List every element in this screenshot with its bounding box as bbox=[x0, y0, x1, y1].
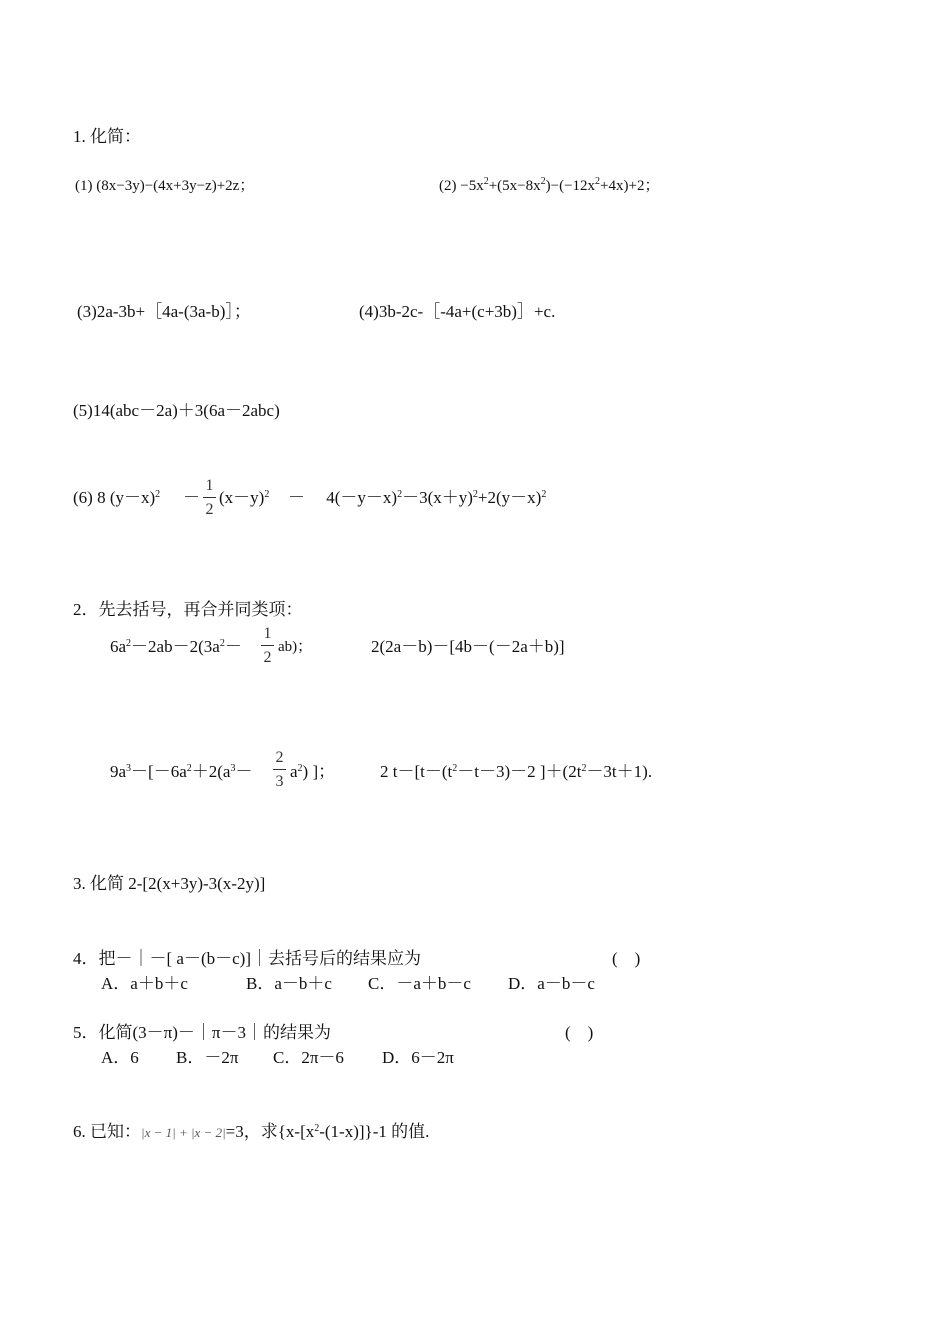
q1-part6-a: (6) 8 $(y-x)^2$ bbox=[73, 488, 161, 507]
q2-title: 2．先去括号，再合并同类项： bbox=[73, 600, 303, 619]
q4-option-a: A．a＋b＋c bbox=[101, 974, 188, 993]
q4-option-b: B．a－b＋c bbox=[246, 974, 332, 993]
q1-part3: (3)2a-3b+［4a-(3a-b)］； bbox=[77, 302, 251, 321]
q3-text: 3. 化简 2-[2(x+3y)-3(x-2y)] bbox=[73, 874, 266, 893]
q2-expr3-b: $a^2$) ]； bbox=[290, 762, 336, 781]
q1-part2: $(2) -5x^2+(5x-8x^2)-(-12x^2+4x)+2$； bbox=[439, 176, 660, 194]
q5-option-c: C．2π－6 bbox=[273, 1048, 344, 1067]
q1-part5: (5)14(abc－2a)＋3(6a－2abc) bbox=[73, 401, 280, 420]
q1-part6-c: － $4(-y-x)^2-3(x+y)^2+2(y-x)^2$ bbox=[288, 488, 547, 507]
q1-part4: (4)3b-2c-［-4a+(c+3b)］+c. bbox=[359, 302, 556, 321]
q2-two-thirds-fraction: 2 3 bbox=[273, 750, 286, 790]
q2-expr2: 2(2a－b)－[4b－(－2a＋b)] bbox=[371, 637, 565, 656]
q5-option-a: A．6 bbox=[101, 1048, 139, 1067]
q5-option-b: B．－2π bbox=[176, 1048, 239, 1067]
q1-title: 1. 化简： bbox=[73, 127, 141, 146]
q6-text: 6. 已知：|x − 1| + |x − 2|=3，求$\{x-[x^2-(1-x)]\}-1$ 的值. bbox=[73, 1122, 430, 1141]
q1-part1: (1) (8x−3y)−(4x+3y−z)+2z； bbox=[75, 178, 255, 194]
q2-half-fraction: 1 2 bbox=[261, 626, 274, 666]
q1-half-fraction: 1 2 bbox=[203, 478, 216, 518]
q2-expr4: 2 $t-[t-(t^2-t-3)-2$ ]$+(2t^2-3t+1)$. bbox=[380, 762, 653, 781]
q4-answer-paren: ( ) bbox=[612, 949, 641, 968]
q2-expr1-a: $6a^2-2ab-2(3a^2-$ bbox=[110, 637, 242, 656]
q4-option-c: C．－a＋b－c bbox=[368, 974, 471, 993]
q4-option-d: D．a－b－c bbox=[508, 974, 595, 993]
q4-text: 4．把－｜－[ a－(b－c)]｜去括号后的结果应为 bbox=[73, 949, 421, 968]
q2-expr1-b: ab)； bbox=[278, 639, 313, 655]
q1-part6-b: $(x-y)^2$ bbox=[219, 488, 270, 507]
q5-option-d: D．6－2π bbox=[382, 1048, 454, 1067]
q6-absolute-expression: |x − 1| + |x − 2| bbox=[141, 1125, 226, 1140]
q2-expr3-a: $9a^3-[-6a^2+2(a^3-$ bbox=[110, 762, 253, 781]
q5-text: 5．化简(3－π)－｜π－3｜的结果为 bbox=[73, 1023, 331, 1042]
q1-part6-minus: － bbox=[183, 488, 200, 507]
q5-answer-paren: ( ) bbox=[565, 1023, 594, 1042]
